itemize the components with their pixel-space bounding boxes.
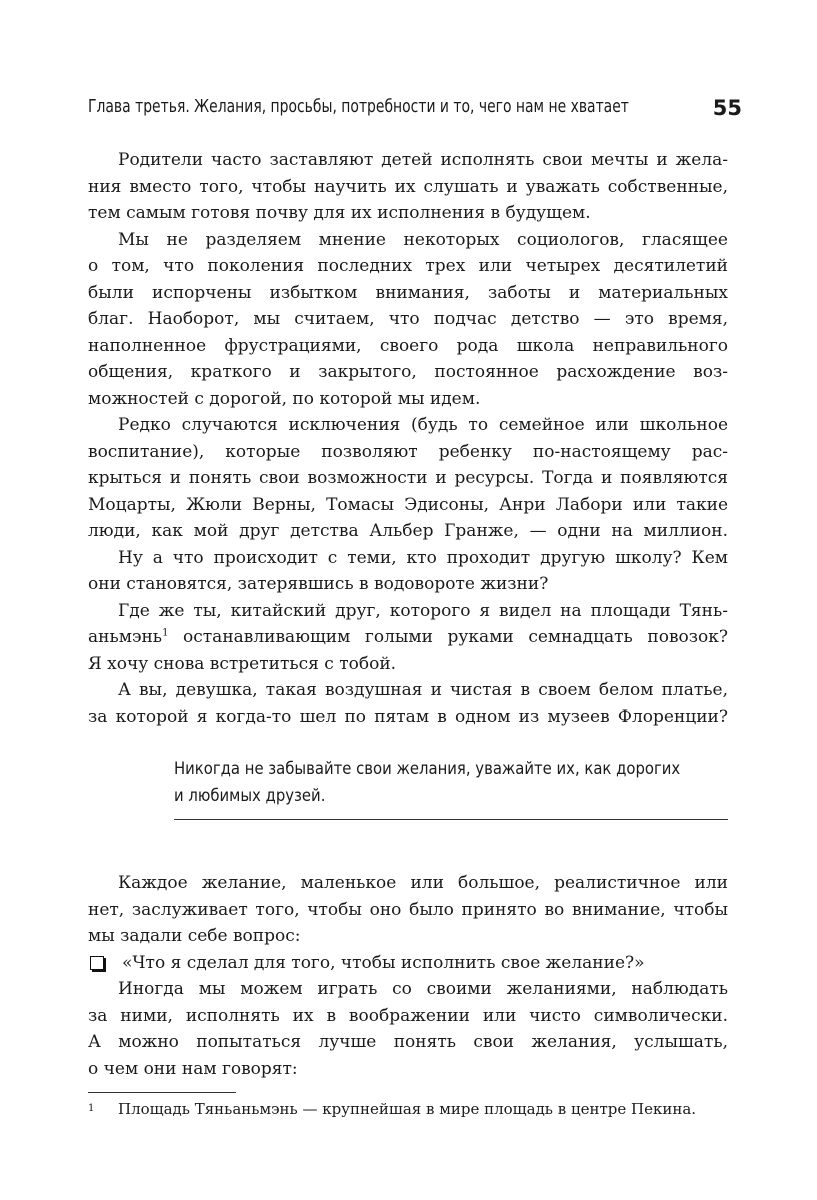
text-line: Каждое желание, маленькое или большое, реалистичное или — [118, 873, 728, 893]
text-line: за которой я когда-то шел по пятам в одном из музеев Флоренции? — [88, 706, 728, 727]
text-line: Никогда не забывайте свои желания, уважайте их, как дорогих — [174, 759, 681, 778]
text-line: и любимых друзей. — [174, 785, 326, 805]
text-line: наполненное фрустрациями, своего рода школа неправильного — [88, 335, 728, 356]
footnote-number: 1 — [88, 1103, 95, 1114]
paragraph — [88, 545, 728, 598]
text-line: они становятся, затерявшись в водовороте жизни? — [88, 574, 549, 594]
text-line: воспитание), которые позволяют ребенку по-настоящему рас- — [88, 441, 728, 462]
footnote-text: Площадь Тяньаньмэнь — крупнейшая в мире площадь в центре Пекина. — [118, 1100, 697, 1118]
text-line: А можно попытаться лучше понять свои желания, услышать, — [88, 1032, 728, 1052]
text-line: были испорчены избытком внимания, заботы и материальных — [88, 282, 728, 303]
paragraph — [88, 412, 728, 545]
text-line: о чем они нам говорят: — [88, 1058, 298, 1079]
text-line: ния вместо того, чтобы научить их слушать и уважать собственные, — [88, 176, 728, 197]
footnote-divider — [88, 1092, 236, 1093]
text-line: можностей с дорогой, по которой мы идем. — [88, 388, 481, 409]
paragraph — [88, 147, 728, 227]
text-line: крыться и понять свои возможности и ресурсы. Тогда и появляются — [88, 468, 728, 488]
footnote — [88, 1098, 728, 1120]
checkbox-icon — [90, 956, 104, 970]
paragraph — [88, 227, 728, 413]
text-line: нет, заслуживает того, чтобы оно было принято во внимание, чтобы — [88, 899, 728, 920]
paragraph — [88, 677, 728, 730]
pull-quote — [174, 756, 728, 820]
paragraph — [88, 976, 728, 1082]
running-header — [88, 96, 742, 120]
checklist-text: «Что я сделал для того, чтобы исполнить свое желание?» — [122, 952, 645, 973]
checklist-item — [88, 950, 728, 977]
page-number: 55 — [712, 96, 742, 120]
text-line: Где же ты, китайский друг, которого я видел на площади Тянь- — [118, 600, 728, 621]
text-line: Иногда мы можем играть со своими желаниями, наблюдать — [118, 979, 728, 999]
text-line — [88, 624, 728, 651]
text-line: Я хочу снова встретиться с тобой. — [88, 653, 397, 674]
text-line: общения, краткого и закрытого, постоянное расхождение воз- — [88, 362, 728, 382]
text-fragment: аньмэнь — [88, 627, 163, 647]
paragraph — [88, 870, 728, 950]
text-line: А вы, девушка, такая воздушная и чистая в своем белом платье, — [118, 680, 728, 700]
text-line: Редко случаются исключения (будь то семейное или школьное — [118, 415, 728, 435]
text-line: о том, что поколения последних трех или четырех десятилетий — [88, 256, 728, 276]
footnote-ref[interactable]: 1 — [162, 627, 169, 639]
text-line: Ну а что происходит с теми, кто проходит другую школу? Кем — [118, 547, 728, 568]
text-line: за ними, исполнять их в воображении или чисто символически. — [88, 1005, 728, 1026]
text-line: люди, как мой друг детства Альбер Гранже, — одни на миллион. — [88, 521, 728, 541]
text-line: Родители часто заставляют детей исполнять свои мечты и жела- — [118, 150, 728, 170]
text-line: Моцарты, Жюли Верны, Томасы Эдисоны, Анри Лабори или такие — [88, 494, 728, 515]
paragraph — [88, 598, 728, 678]
text-fragment: останавливающим голыми руками семнадцать повозок? — [168, 627, 728, 647]
page-body — [88, 147, 728, 1082]
text-line: мы задали себе вопрос: — [88, 926, 301, 946]
text-line: Мы не разделяем мнение некоторых социологов, гласящее — [118, 229, 728, 250]
chapter-title: Глава третья. Желания, просьбы, потребности и то, чего нам не хватает — [88, 96, 629, 117]
text-line: благ. Наоборот, мы считаем, что подчас детство — это время, — [88, 309, 728, 329]
text-line: тем самым готовя почву для их исполнения в будущем. — [88, 203, 591, 223]
